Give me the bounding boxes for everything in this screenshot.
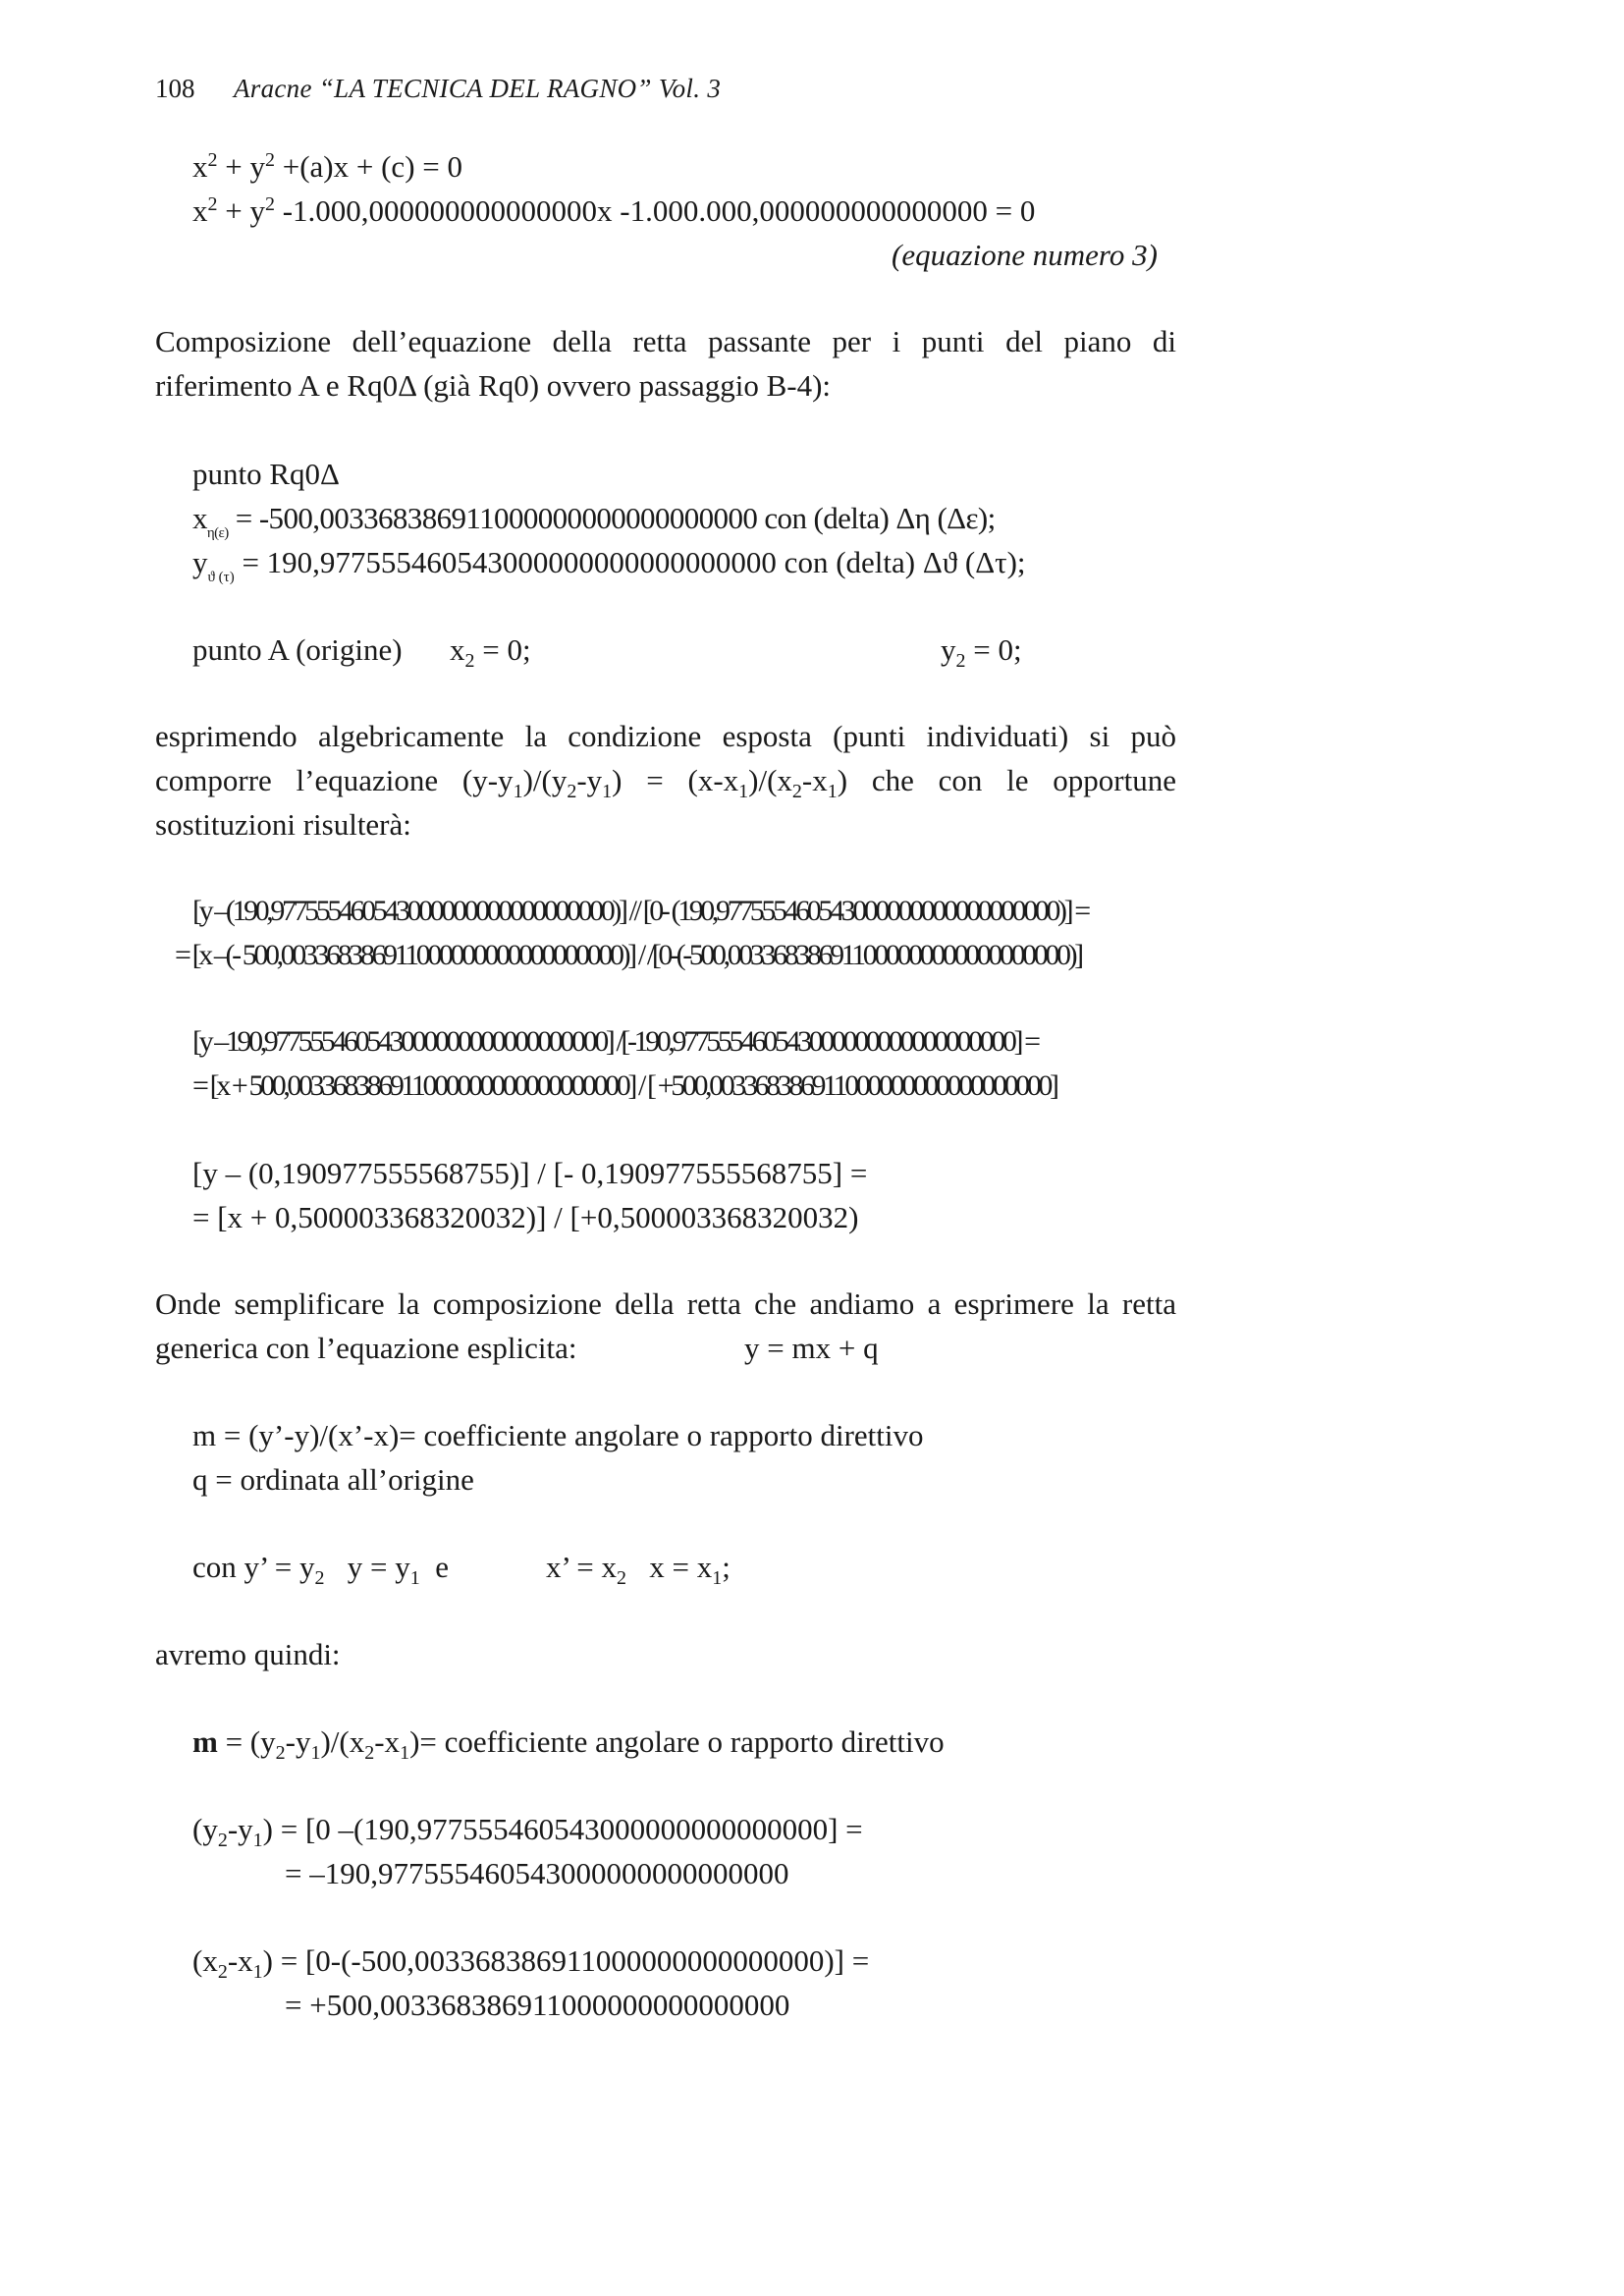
intro-line-1: Composizione dell’equazione della retta passante per i punti del piano di: [155, 324, 1176, 358]
delta-y-line-1: $(y_2-y_1) = [0$ –(190,977555460543000000000000000] =: [192, 1812, 863, 1851]
point-a-title: punto A (origine): [192, 632, 403, 667]
point-rq-title: punto Rq0Δ: [192, 457, 340, 491]
para3-line-2: generica con l’equazione esplicita:: [155, 1331, 577, 1365]
definition-q: q = ordinata all’origine: [192, 1462, 474, 1497]
point-rq-x: $x_{\eta(\varepsilon)} = -500,003368386911000000000000000000$ con (delta) Δη (Δε);: [192, 501, 996, 541]
point-rq-y: $y_{ϑ (\tau)} = 190,977555460543000000000000000000$ con (delta) Δϑ (Δτ);: [192, 545, 1026, 585]
substitution-3-line-2: = [x + 0,500003368320032)] / [+0,500003368320032): [192, 1200, 859, 1234]
point-a-x: $x_2 = 0$;: [450, 632, 531, 672]
substitution-1-line-1: [y –(190,977555460543000000000000000000)] // [0- (190,977555460543000000000000000000)] =: [192, 895, 1088, 927]
intro-line-2: riferimento A e Rq0Δ (già Rq0) ovvero passaggio B-4):: [155, 368, 832, 403]
m-formula: $m = (y_2-y_1)/(x_2-x_1)=$ coefficiente angolare o rapporto direttivo: [192, 1724, 945, 1764]
substitution-3-line-1: [y – (0,190977555568755)] / [- 0,190977555568755] =: [192, 1156, 868, 1190]
definition-m: m = (y’-y)/(x’-x)= coefficiente angolare o rapporto direttivo: [192, 1418, 924, 1452]
substitution-2-line-1: [y –190,977555460543000000000000000000] /[-190,977555460543000000000000000000] =: [192, 1025, 1038, 1058]
explicit-line-equation: y = mx + q: [744, 1331, 879, 1365]
para2-line-1: esprimendo algebricamente la condizione esposta (punti individuati) si può: [155, 719, 1176, 753]
substitution-1-line-2: = [x –(- 500,003368386911000000000000000000)] / /[0-(-500,003368386911000000000000000000)]: [175, 939, 1081, 971]
circle-equation-numeric: $x^2 + y^2$ -1.000,000000000000000x -1.000.000,000000000000000 = 0: [192, 193, 1036, 228]
delta-x-line-2: = +500,003368386911000000000000000: [285, 1988, 790, 2022]
running-header: [155, 69, 721, 108]
substitution-2-line-2: = [x + 500,003368386911000000000000000000] / [ +500,003368386911000000000000000000]: [192, 1069, 1056, 1102]
para3-line-1: Onde semplificare la composizione della retta che andiamo a esprimere la retta: [155, 1286, 1176, 1321]
para2-line-2: comporre l’equazione $(y-y_1)/(y_2-y_1) = (x-x_1)/(x_2-x_1)$ che con le opportune: [155, 763, 1177, 802]
equation-label: (equazione numero 3): [892, 238, 1158, 272]
para2-line-3: sostituzioni risulterà:: [155, 807, 411, 842]
point-a-y: $y_2 = 0$;: [941, 632, 1022, 672]
con-right: x’ = $x_2$ $x = x_1$;: [546, 1550, 731, 1589]
page-number: 108: [155, 74, 195, 103]
delta-y-line-2: = –190,977555460543000000000000000: [285, 1856, 789, 1890]
con-left: con y’ = $y_2$ $y = y_1$ e: [192, 1550, 450, 1589]
delta-x-line-1: $(x_2-x_1) = [0-(-500,003368386911000000000000000)]$ =: [192, 1943, 870, 1983]
running-title: Aracne “LA TECNICA DEL RAGNO” Vol. 3: [234, 74, 722, 103]
circle-equation-general: $x^2 + y^2 +(a)x + (c) = 0$: [192, 149, 462, 184]
avremo-quindi: avremo quindi:: [155, 1637, 341, 1671]
